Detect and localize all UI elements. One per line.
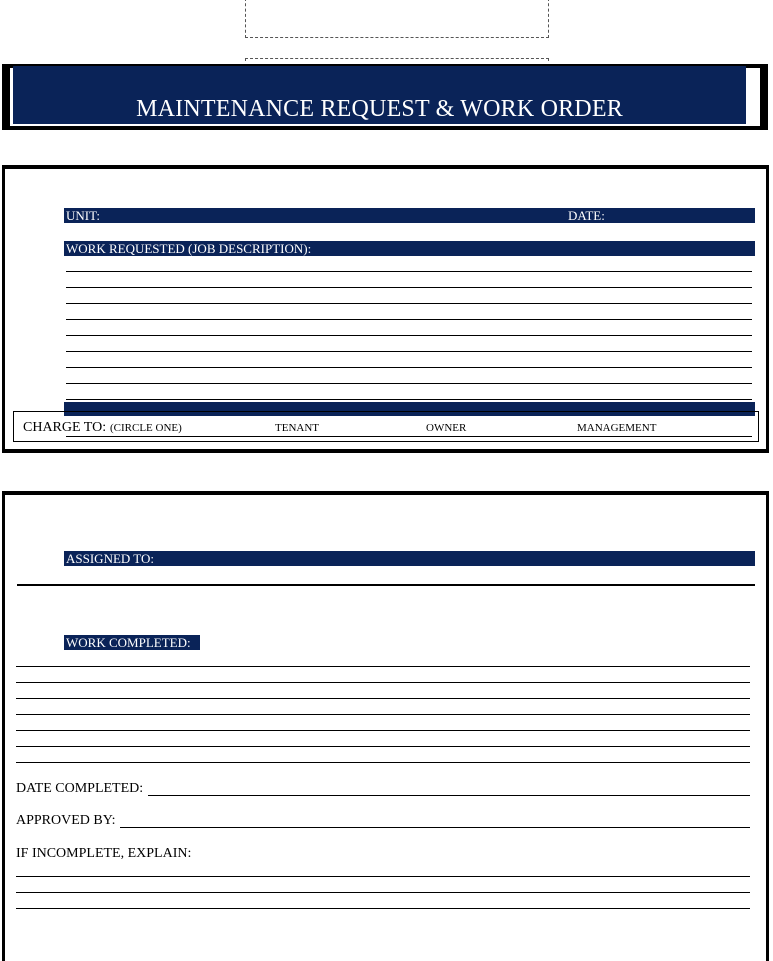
charge-option-owner[interactable]: OWNER bbox=[426, 422, 467, 434]
job-description-line[interactable] bbox=[66, 399, 752, 400]
charge-to-label: CHARGE TO: bbox=[23, 420, 107, 435]
header-placeholder-box bbox=[245, 0, 549, 38]
title-frame-right-edge bbox=[760, 64, 768, 126]
charge-to-underline bbox=[66, 436, 752, 437]
form-title: MAINTENANCE REQUEST & WORK ORDER bbox=[13, 66, 746, 124]
incomplete-explanation-line[interactable] bbox=[16, 908, 750, 909]
job-description-line[interactable] bbox=[66, 319, 752, 320]
unit-label: UNIT: bbox=[66, 208, 101, 223]
assigned-to-line[interactable] bbox=[17, 584, 755, 586]
charge-option-management[interactable]: MANAGEMENT bbox=[577, 422, 657, 434]
job-description-line[interactable] bbox=[66, 351, 752, 352]
approved-by-label: APPROVED BY: bbox=[16, 813, 116, 828]
unit-date-band bbox=[64, 208, 755, 223]
job-description-line[interactable] bbox=[66, 383, 752, 384]
date-label: DATE: bbox=[568, 208, 605, 223]
work-completed-line[interactable] bbox=[16, 714, 750, 715]
work-completed-line[interactable] bbox=[16, 666, 750, 667]
work-completed-line[interactable] bbox=[16, 730, 750, 731]
work-completed-line[interactable] bbox=[16, 698, 750, 699]
job-description-line[interactable] bbox=[66, 287, 752, 288]
incomplete-explanation-line[interactable] bbox=[16, 876, 750, 877]
work-completed-line[interactable] bbox=[16, 682, 750, 683]
job-description-line[interactable] bbox=[66, 335, 752, 336]
date-completed-label: DATE COMPLETED: bbox=[16, 781, 144, 796]
incomplete-explanation-line[interactable] bbox=[16, 892, 750, 893]
assigned-to-label: ASSIGNED TO: bbox=[66, 551, 155, 566]
work-completed-label: WORK COMPLETED: bbox=[66, 635, 191, 650]
charge-option-tenant[interactable]: TENANT bbox=[275, 422, 319, 434]
circle-one-label: (CIRCLE ONE) bbox=[110, 422, 182, 434]
assigned-to-band bbox=[64, 551, 755, 566]
work-completed-line[interactable] bbox=[16, 762, 750, 763]
job-description-line[interactable] bbox=[66, 367, 752, 368]
job-description-line[interactable] bbox=[66, 303, 752, 304]
work-completed-line[interactable] bbox=[16, 746, 750, 747]
job-description-line[interactable] bbox=[66, 271, 752, 272]
if-incomplete-label: IF INCOMPLETE, EXPLAIN: bbox=[16, 846, 192, 861]
approved-by-line[interactable] bbox=[120, 827, 750, 828]
date-completed-line[interactable] bbox=[148, 795, 750, 796]
work-requested-label: WORK REQUESTED (JOB DESCRIPTION): bbox=[66, 241, 312, 256]
title-frame-left-edge bbox=[2, 64, 10, 126]
